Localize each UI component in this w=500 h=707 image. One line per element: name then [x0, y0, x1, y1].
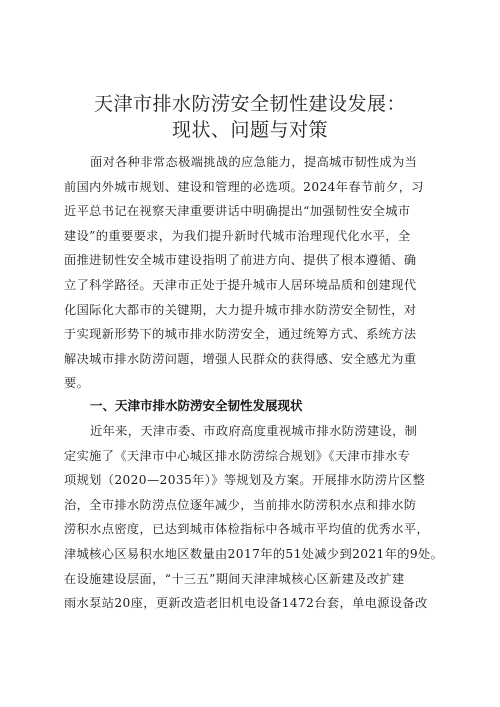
paragraph-line: 近平总书记在视察天津重要讲话中明确提出“加强韧性安全城市	[64, 204, 411, 219]
paragraph-line: 面对各种非常态极端挑战的应急能力，提高城市韧性成为当	[90, 155, 418, 169]
paragraph-line: 近年来，天津市委、市政府高度重视城市排水防涝建设，制	[90, 424, 418, 438]
paragraph-line: 定实施了《天津市中心城区排水防涝综合规划》《天津市排水专	[64, 448, 411, 463]
paragraph-line: 面推进韧性安全城市建设指明了前进方向、提供了根本遵循、确	[64, 253, 417, 268]
paragraph-line: 于实现新形势下的城市排水防涝安全，通过统筹方式、系统方法	[64, 327, 417, 342]
intro-paragraph	[64, 150, 440, 396]
document-title-line-1: 天津市排水防涝安全韧性建设发展：	[93, 93, 406, 115]
paragraph-line: 前国内外城市规划、建设和管理的必选项。2024年春节前夕，习	[64, 179, 424, 194]
document-title-line-2: 现状、问题与对策	[171, 119, 328, 141]
paragraph-line: 雨水泵站20座，更新改造老旧机电设备1472台套，单电源设备改	[64, 596, 428, 611]
section-heading: 一、天津市排水防涝安全韧性发展现状	[90, 398, 303, 413]
paragraph-line: 涝积水点密度，已达到城市体检指标中各城市平均值的优秀水平，	[64, 522, 430, 537]
paragraph-line: 治，全市排水防涝点位逐年减少，当前排水防涝积水点和排水防	[64, 497, 417, 512]
paragraph-line: 立了科学路径。天津市正处于提升城市人居环境品质和创建现代	[64, 277, 417, 292]
section-paragraph	[64, 419, 444, 616]
paragraph-line: 要。	[64, 376, 90, 391]
paragraph-line: 化国际化大都市的关键期，大力提升城市排水防涝安全韧性，对	[64, 302, 417, 317]
paragraph-line: 解决城市排水防涝问题，增强人民群众的获得感、安全感尤为重	[64, 351, 417, 366]
paragraph-line: 在设施建设层面，“十三五”期间天津津城核心区新建及改扩建	[64, 571, 405, 586]
paragraph-line: 建设”的重要要求，为我们提升新时代城市治理现代化水平，全	[64, 228, 411, 243]
paragraph-line: 项规划（2020—2035年）》等规划及方案。开展排水防涝片区整	[64, 473, 426, 488]
paragraph-line: 津城核心区易积水地区数量由2017年的51处减少到2021年的9处。	[64, 546, 444, 561]
